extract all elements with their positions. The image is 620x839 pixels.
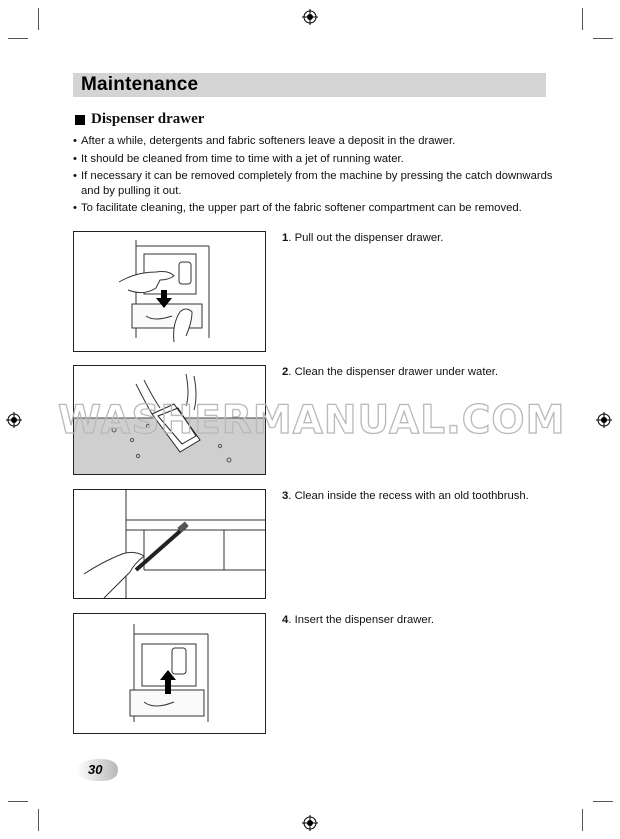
step-text <box>282 490 582 502</box>
registration-mark-icon <box>302 815 318 831</box>
section-heading <box>75 111 204 128</box>
registration-mark-icon <box>596 412 612 428</box>
illustration-insert-drawer <box>73 613 266 734</box>
registration-mark-icon <box>302 9 318 25</box>
list-item: • If necessary it can be removed completely from the machine by pressing the catch downwards and by pulling it out. <box>73 169 553 198</box>
crop-mark <box>582 809 583 831</box>
step-text <box>282 366 582 378</box>
page-title: Maintenance <box>81 74 199 95</box>
step-number: 4 <box>282 614 289 626</box>
crop-mark <box>8 38 28 39</box>
drawer-pull-illustration <box>74 232 265 351</box>
crop-mark <box>38 8 39 30</box>
step-description: . Insert the dispenser drawer. <box>288 614 434 626</box>
toothbrush-cleaning-illustration <box>74 490 265 598</box>
illustration-clean-recess <box>73 489 266 599</box>
step-text <box>282 232 582 244</box>
header-bar <box>73 73 546 97</box>
step-description: . Pull out the dispenser drawer. <box>288 232 444 244</box>
watermark: WASHERMANUAL.COM <box>58 398 566 443</box>
crop-mark <box>8 801 28 802</box>
illustration-pull-out-drawer <box>73 231 266 352</box>
drawer-insert-illustration <box>74 614 265 733</box>
step-description: . Clean the dispenser drawer under water. <box>288 366 499 378</box>
crop-mark <box>593 38 613 39</box>
step-number: 1 <box>282 232 289 244</box>
section-title: Dispenser drawer <box>91 111 205 127</box>
bullet-list <box>73 134 553 219</box>
list-item: • It should be cleaned from time to time with a jet of running water. <box>73 152 553 167</box>
step-number: 2 <box>282 366 289 378</box>
crop-mark <box>593 801 613 802</box>
step-number: 3 <box>282 490 289 502</box>
square-bullet-icon <box>75 115 85 125</box>
list-item: • To facilitate cleaning, the upper part of the fabric softener compartment can be removed. <box>73 201 553 216</box>
step-text <box>282 614 582 626</box>
step-description: . Clean inside the recess with an old toothbrush. <box>288 490 529 502</box>
crop-mark <box>582 8 583 30</box>
registration-mark-icon <box>6 412 22 428</box>
page-number: 30 <box>88 762 103 777</box>
list-item: • After a while, detergents and fabric softeners leave a deposit in the drawer. <box>73 134 553 149</box>
crop-mark <box>38 809 39 831</box>
